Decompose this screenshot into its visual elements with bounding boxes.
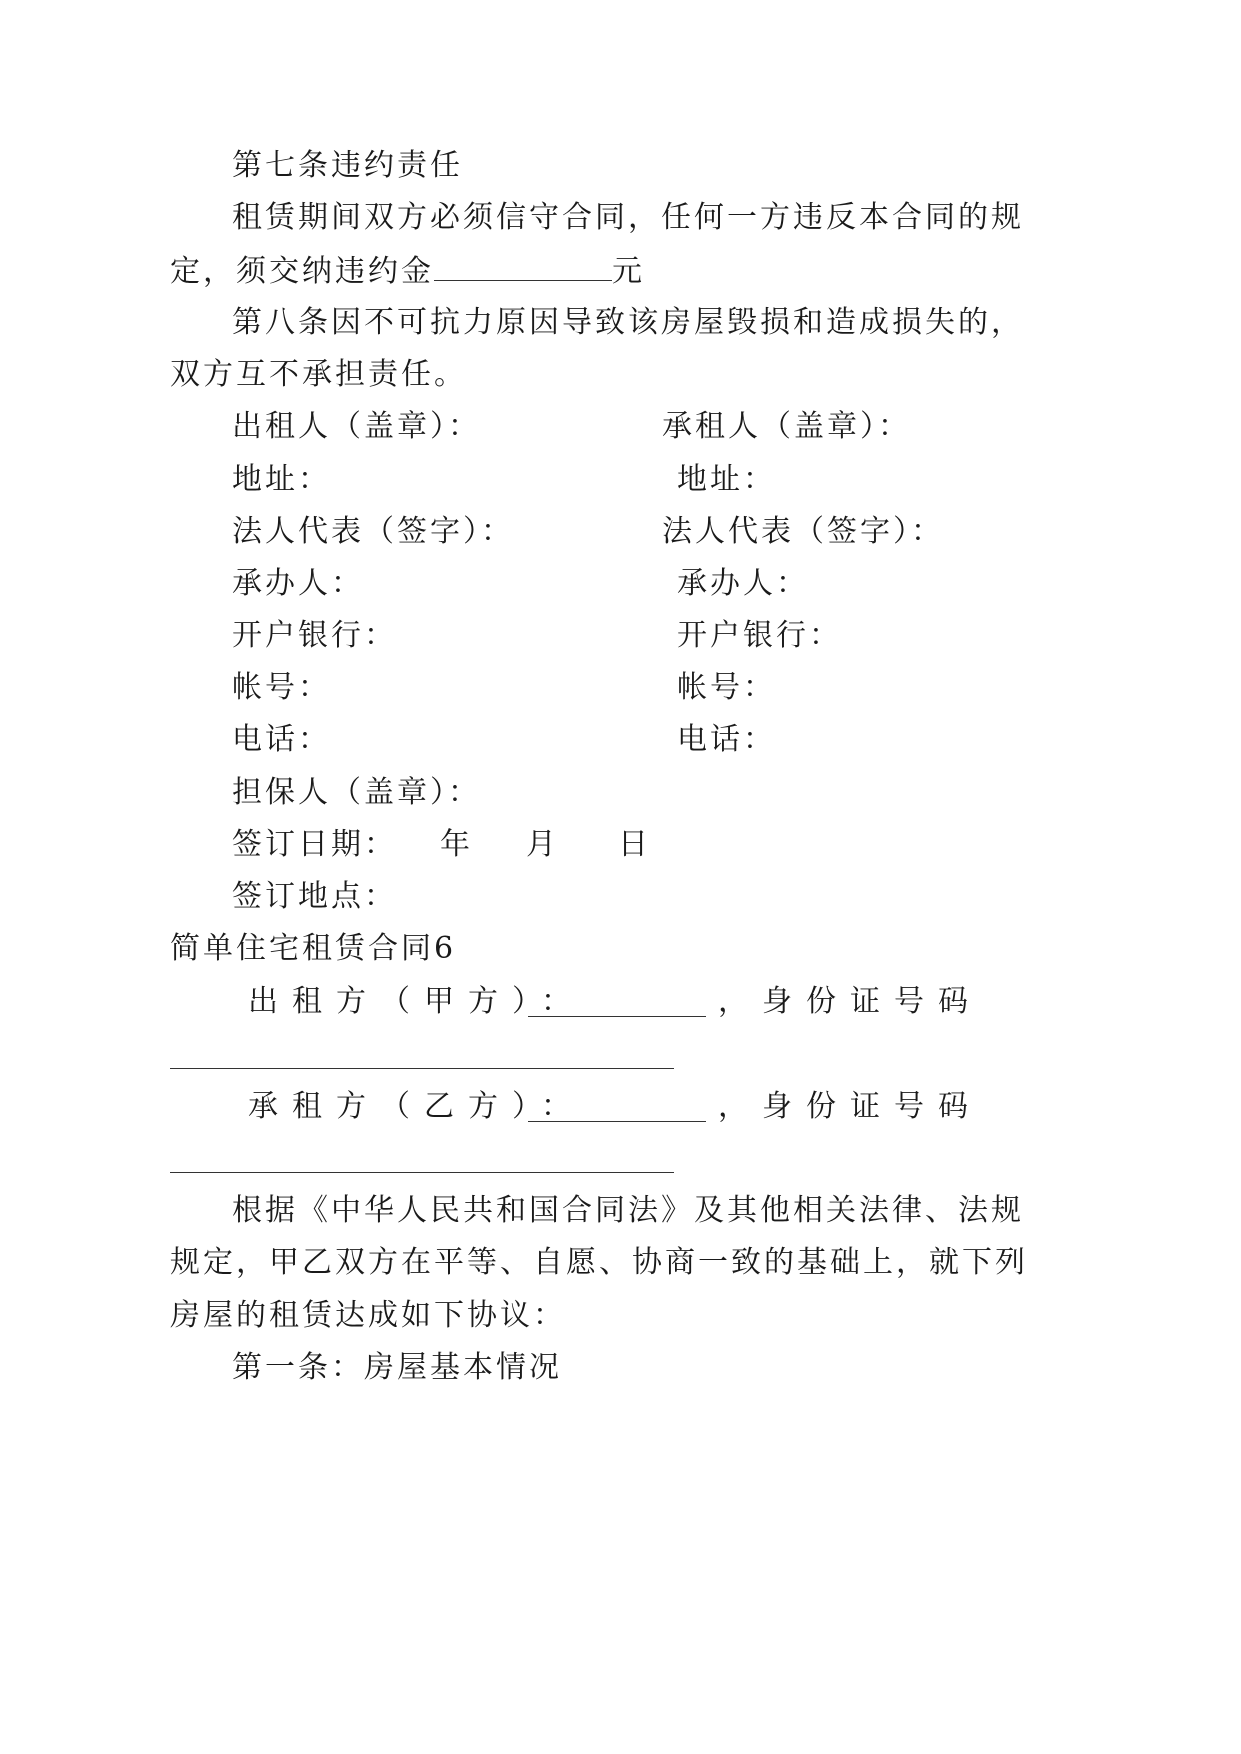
- penalty-amount-blank[interactable]: [434, 250, 612, 281]
- lessee-legal-rep-label: 法人代表（签字）：: [662, 514, 944, 549]
- article1-title: 第一条：房屋基本情况: [232, 1350, 562, 1385]
- article8-line1: 第八条因不可抗力原因导致该房屋毁损和造成损失的，: [232, 305, 1024, 340]
- signing-date-label: 签订日期：: [232, 827, 397, 862]
- lessor-legal-rep-label: 法人代表（签字）：: [232, 514, 514, 549]
- party-a-name-blank[interactable]: [528, 1016, 706, 1017]
- lessee-handler-label: 承办人：: [677, 566, 809, 601]
- signing-date-day: 日: [618, 827, 651, 862]
- lessor-address-label: 地址：: [232, 462, 331, 497]
- party-b-label: 承租方（乙方）：: [248, 1089, 585, 1124]
- party-a-label: 出租方（甲方）：: [248, 984, 585, 1019]
- lessee-address-label: 地址：: [677, 462, 776, 497]
- lessor-account-label: 帐号：: [232, 670, 331, 705]
- penalty-prefix: 定，须交纳违约金: [170, 254, 434, 289]
- lessor-bank-label: 开户银行：: [232, 618, 397, 653]
- party-b-id-label: ，身份证号码: [718, 1089, 982, 1124]
- lessor-seal-label: 出租人（盖章）：: [232, 409, 481, 444]
- preamble-line3: 房屋的租赁达成如下协议：: [170, 1298, 566, 1333]
- penalty-unit: 元: [612, 254, 645, 289]
- article8-line2: 双方互不承担责任。: [170, 357, 467, 392]
- lessor-phone-label: 电话：: [232, 722, 331, 757]
- party-b-id-blank[interactable]: [170, 1172, 674, 1173]
- party-a-id-blank[interactable]: [170, 1068, 674, 1069]
- signing-date-month: 月: [526, 827, 559, 862]
- article7-paragraph-line1: 租赁期间双方必须信守合同，任何一方违反本合同的规: [232, 200, 1024, 235]
- lessee-bank-label: 开户银行：: [677, 618, 842, 653]
- article7-title: 第七条违约责任: [232, 148, 463, 183]
- lessee-seal-label: 承租人（盖章）：: [662, 409, 911, 444]
- party-b-name-blank[interactable]: [528, 1121, 706, 1122]
- lessee-phone-label: 电话：: [677, 722, 776, 757]
- party-a-id-label: ，身份证号码: [718, 984, 982, 1019]
- contract6-title: 简单住宅租赁合同6: [170, 931, 457, 966]
- signing-date-year: 年: [440, 827, 473, 862]
- lessee-account-label: 帐号：: [677, 670, 776, 705]
- preamble-line1: 根据《中华人民共和国合同法》及其他相关法律、法规: [232, 1193, 1024, 1228]
- article7-paragraph-line2: [170, 250, 645, 292]
- lessor-handler-label: 承办人：: [232, 566, 364, 601]
- preamble-line2: 规定，甲乙双方在平等、自愿、协商一致的基础上，就下列: [170, 1245, 1028, 1280]
- guarantor-seal-label: 担保人（盖章）：: [232, 775, 481, 810]
- signing-place-label: 签订地点：: [232, 879, 397, 914]
